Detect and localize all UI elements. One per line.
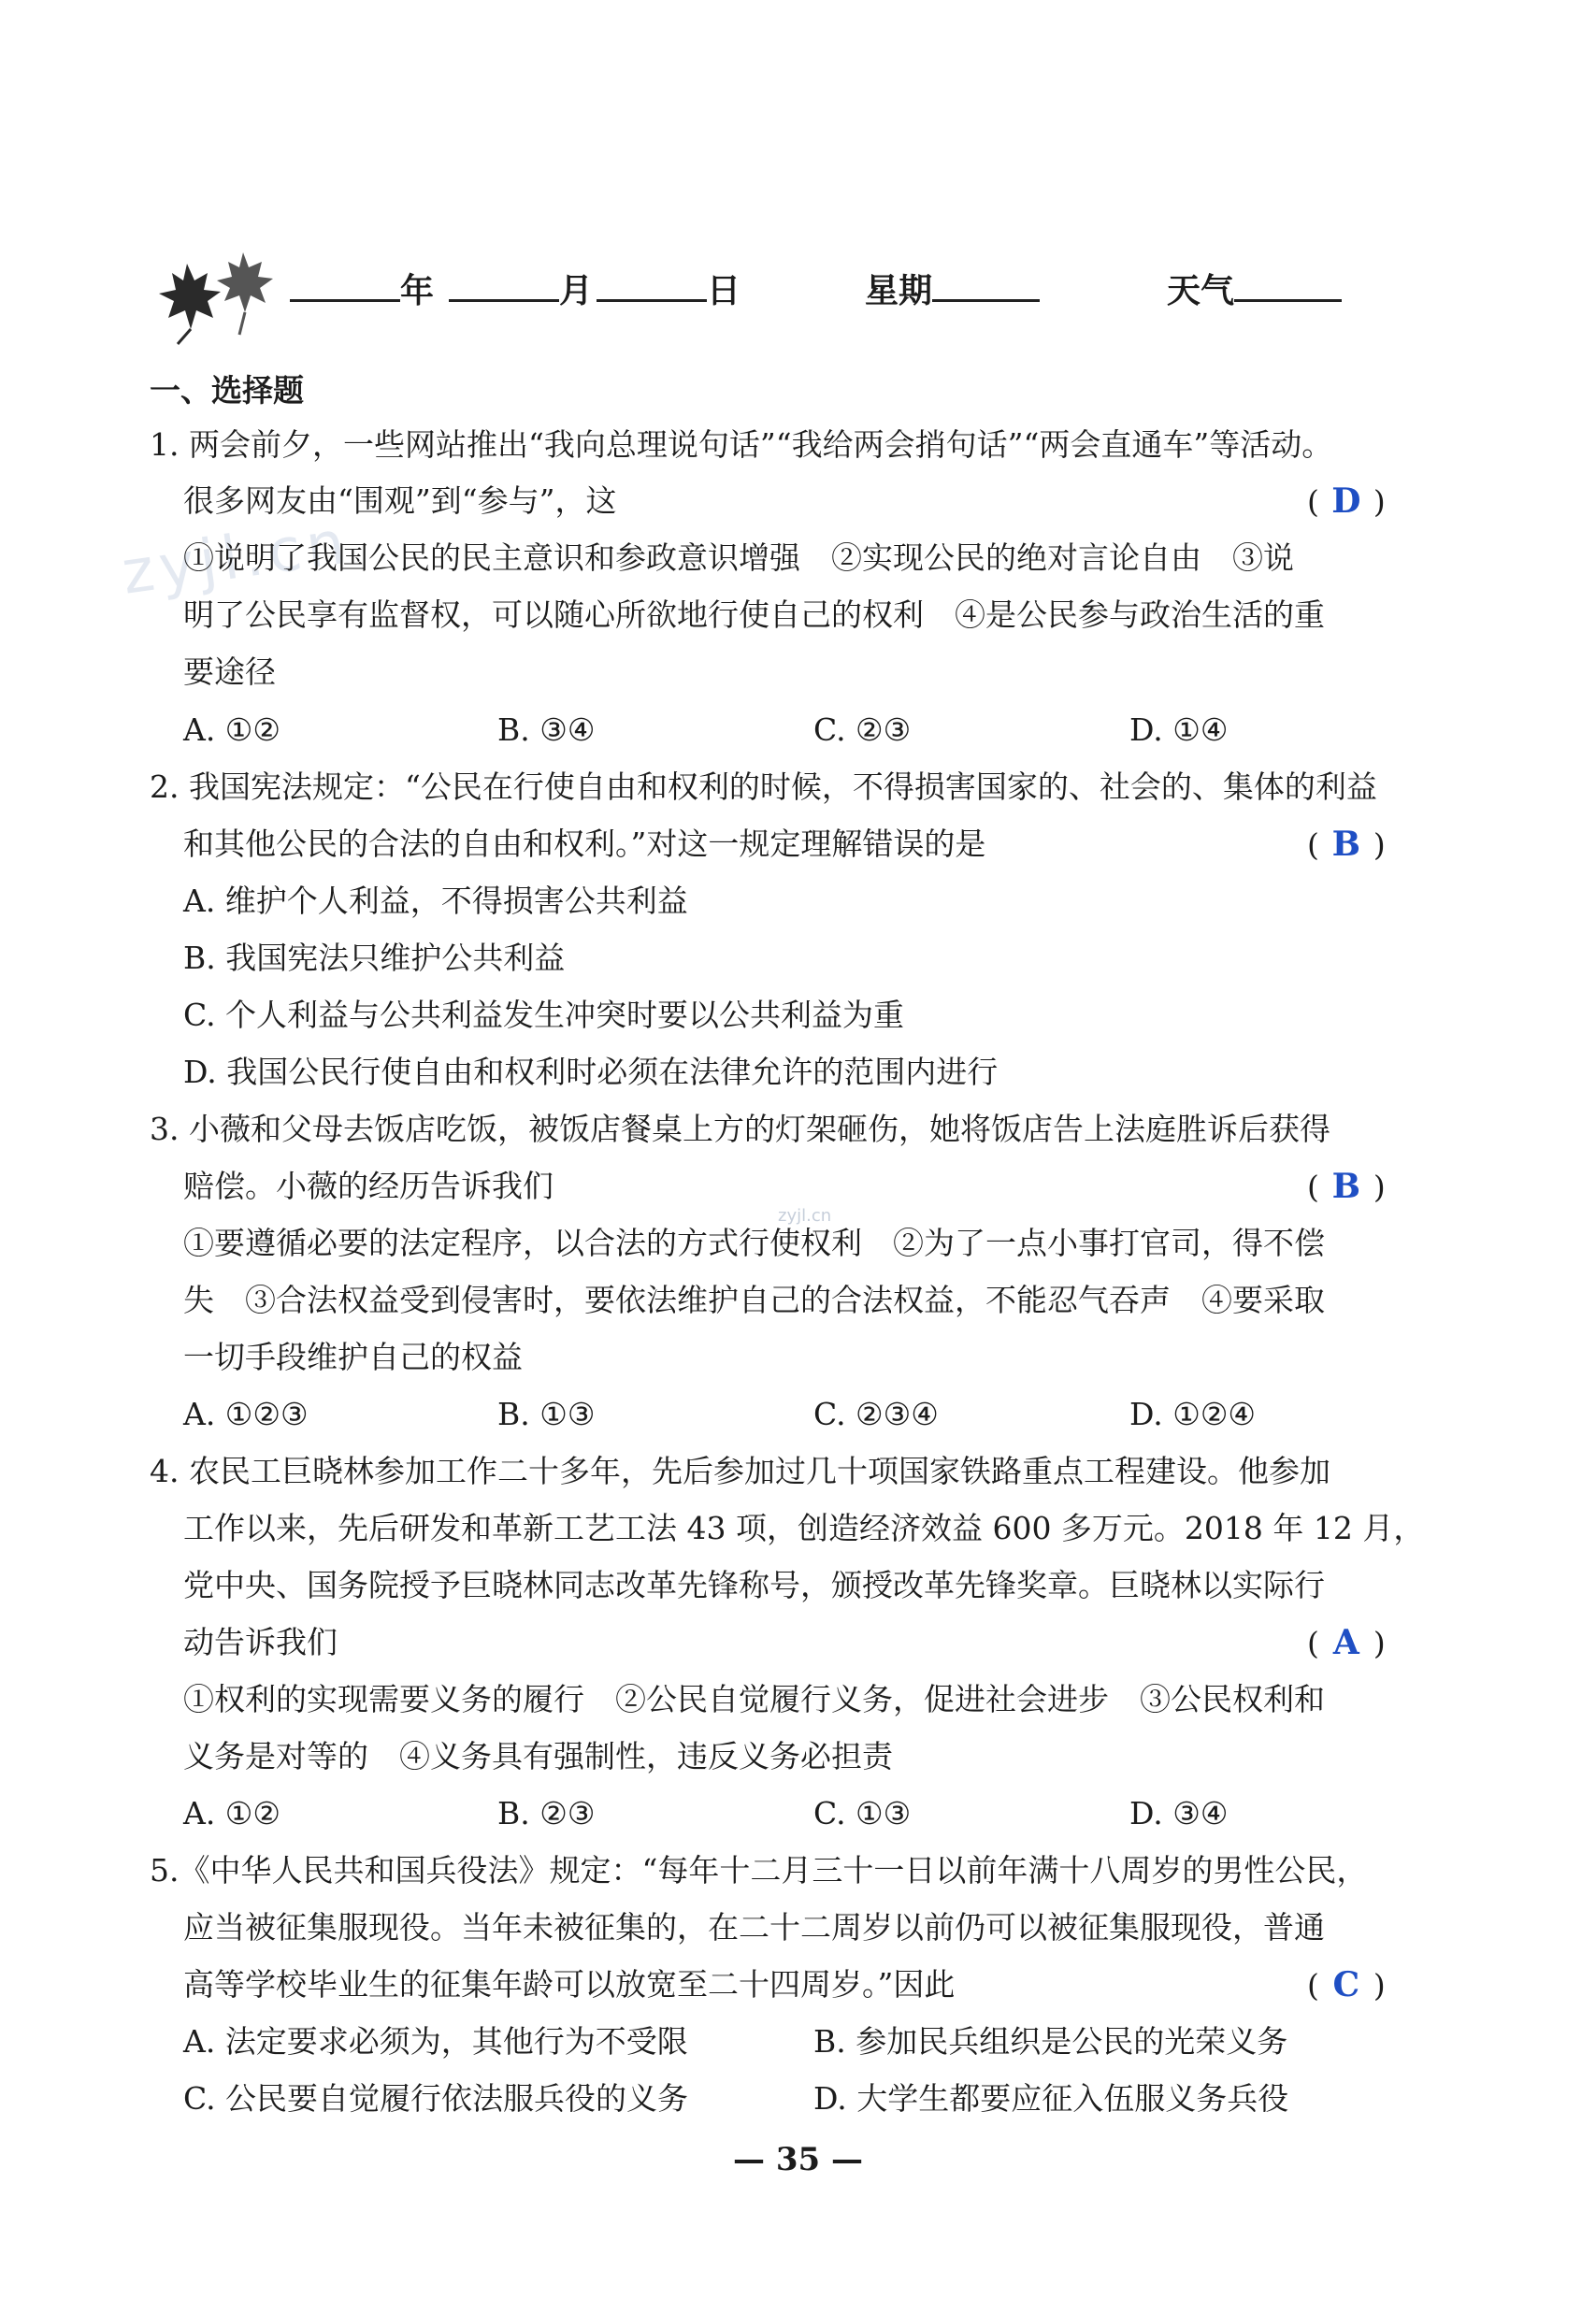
q1-stem-line1: 1. 两会前夕，一些网站推出“我向总理说句话”“我给两会捎句话”“两会直通车”等活动。 <box>150 426 1333 463</box>
watermark: zyjl.cn <box>118 508 355 609</box>
weekday-blank[interactable] <box>932 292 1040 302</box>
q3-stem-line2: 赔偿。小薇的经历告诉我们 <box>183 1168 554 1204</box>
weekday-field[interactable] <box>865 271 1040 312</box>
q2-stem-line1: 2. 我国宪法规定：“公民在行使自由和权利的时候，不得损害国家的、社会的、集体的利益 <box>150 768 1377 805</box>
weekday-label: 星期 <box>865 272 933 310</box>
month-field[interactable] <box>449 271 593 312</box>
q2-option-d[interactable]: D. 我国公民行使自由和权利时必须在法律允许的范围内进行 <box>183 1054 999 1090</box>
q3-stem-line4: 失 ③合法权益受到侵害时，要依法维护自己的合法权益，不能忍气吞声 ④要采取 <box>183 1282 1325 1318</box>
q2-answer: B <box>1331 825 1361 864</box>
weather-blank[interactable] <box>1234 292 1342 302</box>
q4-answer: A <box>1332 1623 1359 1662</box>
q4-stem-line1: 4. 农民工巨晓林参加工作二十多年，先后参加过几十项国家铁路重点工程建设。他参加 <box>150 1453 1330 1489</box>
q2-answer-box: ( B ) <box>1307 825 1386 864</box>
day-blank[interactable] <box>597 292 707 302</box>
q5-option-d[interactable]: D. 大学生都要应征入伍服义务兵役 <box>813 2080 1289 2117</box>
q3-option-d[interactable]: D. ①②④ <box>1129 1396 1257 1432</box>
section-title: 一、选择题 <box>150 372 304 409</box>
q1-option-a[interactable]: A. ①② <box>183 711 280 748</box>
year-label: 年 <box>400 272 435 310</box>
q4-stem-line5: ①权利的实现需要义务的履行 ②公民自觉履行义务，促进社会进步 ③公民权利和 <box>183 1681 1325 1717</box>
year-field[interactable] <box>290 271 434 312</box>
q2-option-b[interactable]: B. 我国宪法只维护公共利益 <box>183 940 566 976</box>
q2-option-c[interactable]: C. 个人利益与公共利益发生冲突时要以公共利益为重 <box>183 997 905 1033</box>
q2-stem-line2: 和其他公民的合法的自由和权利。”对这一规定理解错误的是 <box>183 826 986 862</box>
q2-option-a[interactable]: A. 维护个人利益，不得损害公共利益 <box>183 883 688 919</box>
q5-option-a[interactable]: A. 法定要求必须为，其他行为不受限 <box>183 2023 688 2060</box>
q5-stem-line3: 高等学校毕业生的征集年龄可以放宽至二十四周岁。”因此 <box>183 1966 956 2003</box>
q4-option-b[interactable]: B. ②③ <box>497 1795 596 1831</box>
weather-label: 天气 <box>1167 272 1235 310</box>
q4-stem-line2: 工作以来，先后研发和革新工艺工法 43 项，创造经济效益 600 多万元。2018 年 12 月， <box>183 1510 1425 1546</box>
q5-option-b[interactable]: B. 参加民兵组织是公民的光荣义务 <box>813 2023 1288 2060</box>
q3-answer-box: ( B ) <box>1307 1167 1386 1206</box>
q4-stem-line3: 党中央、国务院授予巨晓林同志改革先锋称号，颁授改革先锋奖章。巨晓林以实际行 <box>183 1567 1325 1603</box>
q1-option-b[interactable]: B. ③④ <box>497 711 596 748</box>
q4-stem-line6: 义务是对等的 ④义务具有强制性，违反义务必担责 <box>183 1738 893 1774</box>
q1-stem-line5: 要途径 <box>183 653 276 690</box>
day-field[interactable] <box>597 271 740 312</box>
q5-stem-line1: 5.《中华人民共和国兵役法》规定：“每年十二月三十一日以前年满十八周岁的男性公民， <box>150 1852 1368 1889</box>
q3-answer: B <box>1331 1167 1361 1206</box>
q4-option-d[interactable]: D. ③④ <box>1129 1795 1229 1831</box>
q4-answer-box: ( A ) <box>1307 1623 1386 1662</box>
year-blank[interactable] <box>290 292 400 302</box>
q3-option-a[interactable]: A. ①②③ <box>183 1396 309 1432</box>
q1-stem-line2: 很多网友由“围观”到“参与”，这 <box>183 482 617 519</box>
q5-stem-line2: 应当被征集服现役。当年未被征集的，在二十二周岁以前仍可以被征集服现役，普通 <box>183 1909 1325 1946</box>
q3-stem-line3: ①要遵循必要的法定程序，以合法的方式行使权利 ②为了一点小事打官司，得不偿 <box>183 1225 1325 1261</box>
q3-option-c[interactable]: C. ②③④ <box>813 1396 939 1432</box>
q3-option-b[interactable]: B. ①③ <box>497 1396 596 1432</box>
q1-answer-box: ( D ) <box>1307 481 1386 521</box>
q4-stem-line4: 动告诉我们 <box>183 1624 338 1660</box>
q3-stem-line5: 一切手段维护自己的权益 <box>183 1339 523 1375</box>
month-blank[interactable] <box>449 292 559 302</box>
q4-option-c[interactable]: C. ①③ <box>813 1795 912 1831</box>
q3-stem-line1: 3. 小薇和父母去饭店吃饭，被饭店餐桌上方的灯架砸伤，她将饭店告上法庭胜诉后获得 <box>150 1111 1330 1147</box>
weather-field[interactable] <box>1167 271 1342 312</box>
q5-option-c[interactable]: C. 公民要自觉履行依法服兵役的义务 <box>183 2080 689 2117</box>
q4-option-a[interactable]: A. ①② <box>183 1795 280 1831</box>
day-label: 日 <box>707 272 741 310</box>
q5-answer-box: ( C ) <box>1307 1965 1386 2004</box>
q1-option-c[interactable]: C. ②③ <box>813 711 912 748</box>
q1-option-d[interactable]: D. ①④ <box>1129 711 1229 748</box>
maple-leaves-icon <box>150 245 290 348</box>
q1-stem-line3: ①说明了我国公民的民主意识和参政意识增强 ②实现公民的绝对言论自由 ③说 <box>183 539 1294 576</box>
date-weather-header <box>150 245 1365 348</box>
q1-stem-line4: 明了公民享有监督权，可以随心所欲地行使自己的权利 ④是公民参与政治生活的重 <box>183 596 1325 633</box>
q1-answer: D <box>1331 481 1361 521</box>
watermark-small: zyjl.cn <box>778 1206 832 1226</box>
q5-answer: C <box>1332 1965 1360 2004</box>
page-number: — 35 — <box>733 2141 863 2178</box>
month-label: 月 <box>559 272 594 310</box>
